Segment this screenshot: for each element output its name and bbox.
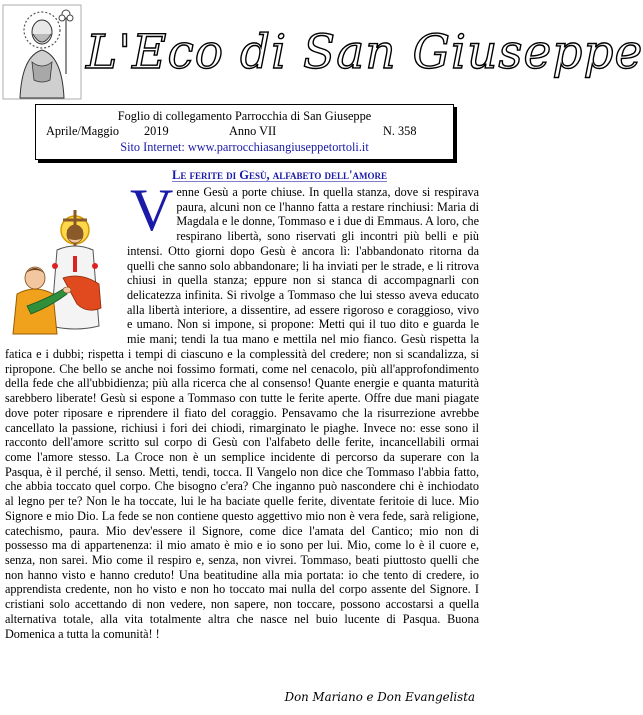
issue-year: 2019 xyxy=(144,124,169,138)
masthead-title: L'Eco di San Giuseppe xyxy=(86,25,643,80)
article xyxy=(5,177,479,641)
saint-joseph-icon xyxy=(2,4,82,100)
masthead xyxy=(0,0,643,104)
article-signature: Don Mariano e Don Evangelista xyxy=(284,690,475,704)
article-heading: Le ferite di Gesù, alfabeto dell'amore xyxy=(172,168,387,182)
info-box xyxy=(35,104,454,160)
article-body: enne Gesù a porte chiuse. In quella stanza, dove si respirava paura, alcuni non ce l'hanno fatta a restare rinchiusi: Maria di Magdala e le donne, Tommaso e i due di Emmaus. A loro, che respirano libertà, sono riservati gli incontri più belli e più intensi. Otto giorni dopo Gesù è ancora lì: l'abbandonato ritorna da quelli che sanno solo abbandonare; li ha inviati per le strade, e li ritrova chiusi in quella stanza; eppure non si stanca di accompagnarli con delicatezza infinita. Si rivolge a Tommaso che lui stesso aveva educato alla libertà interiore, a dissentire, ad essere rigoroso e coraggioso, vivo e umano. Non si impone, si propone: Metti qui il tuo dito e guarda le mie mani; tendi la tua mano e mettila nel mio fianco. Gesù rispetta la fatica e i dubbi; rispetta i tempi di ciascuno e la complessità del credere; non si scandalizza, si ripropone. Che bello se anche noi fossimo formati, come nel cenacolo, più all'approfondimento della fede che all'ubbidienza; più alla ricerca che al consenso! Quante energie e quanta maturità sarebbero liberate! Gesù si espone a Tommaso con tutte le ferite aperte. Offre due mani piagate dove poter riposare e riprendere il fiato del coraggio. Pensavamo che la risurrezione avrebbe cancellato la passione, richiusi i fori dei chiodi, rimarginato le piaghe. Invece no: esse sono il racconto dell'amore scritto sul corpo di Gesù con l'alfabeto delle ferite, incancellabili ormai come l'amore stesso. La Croce non è un semplice incidente di percorso da superare con la Pasqua, è il perché, il senso. Metti, tendi, tocca. Il Vangelo non dice che Tommaso l'abbia fatto, che abbia toccato quel corpo. Che bisogno c'era? Che inganno può nascondere chi è inchiodato al legno per te? Non le ha toccate, lui le ha baciate quelle ferite, diventate feritoie di luce. Mio Signore e mio Dio. La fede se non contiene questo aggettivo mio non è vera fede, sarà religione, catechismo, paura. Mio dev'essere il Signore, come dice l'amata del Cantico; mio non di possesso ma di appartenenza: il mio amato è mio e io sono per lui. Mio, come lo è il cuore e, senza, non sarei. Mio come il respiro e, senza, non vivrei. Tommaso, beati piuttosto quelli che non hanno visto e hanno creduto! Una beatitudine alla mia portata: io che tento di credere, io apprendista credente, non ho visto e non ho toccato mai nulla del corpo assente del Signore. I cristiani solo accettando di non vedere, non sapere, non toccare, possono accostarsi a quella alternativa totale, alla vita totalmente altra che nasce nel buio lucente di Pasqua. Buona Domenica a tutta la comunità! ! xyxy=(5,185,479,641)
issue-volume: Anno VII xyxy=(229,124,277,138)
website-link[interactable]: Sito Internet: www.parrocchiasangiuseppetortoli.it xyxy=(120,140,369,154)
issue-line xyxy=(36,124,453,138)
issue-period: Aprile/Maggio xyxy=(46,124,120,138)
article-dropcap: V xyxy=(130,177,174,243)
info-subtitle: Foglio di collegamento Parrocchia di San Giuseppe xyxy=(117,109,372,123)
illustration-wrap-space xyxy=(5,185,127,342)
issue-number: N. 358 xyxy=(383,124,417,138)
